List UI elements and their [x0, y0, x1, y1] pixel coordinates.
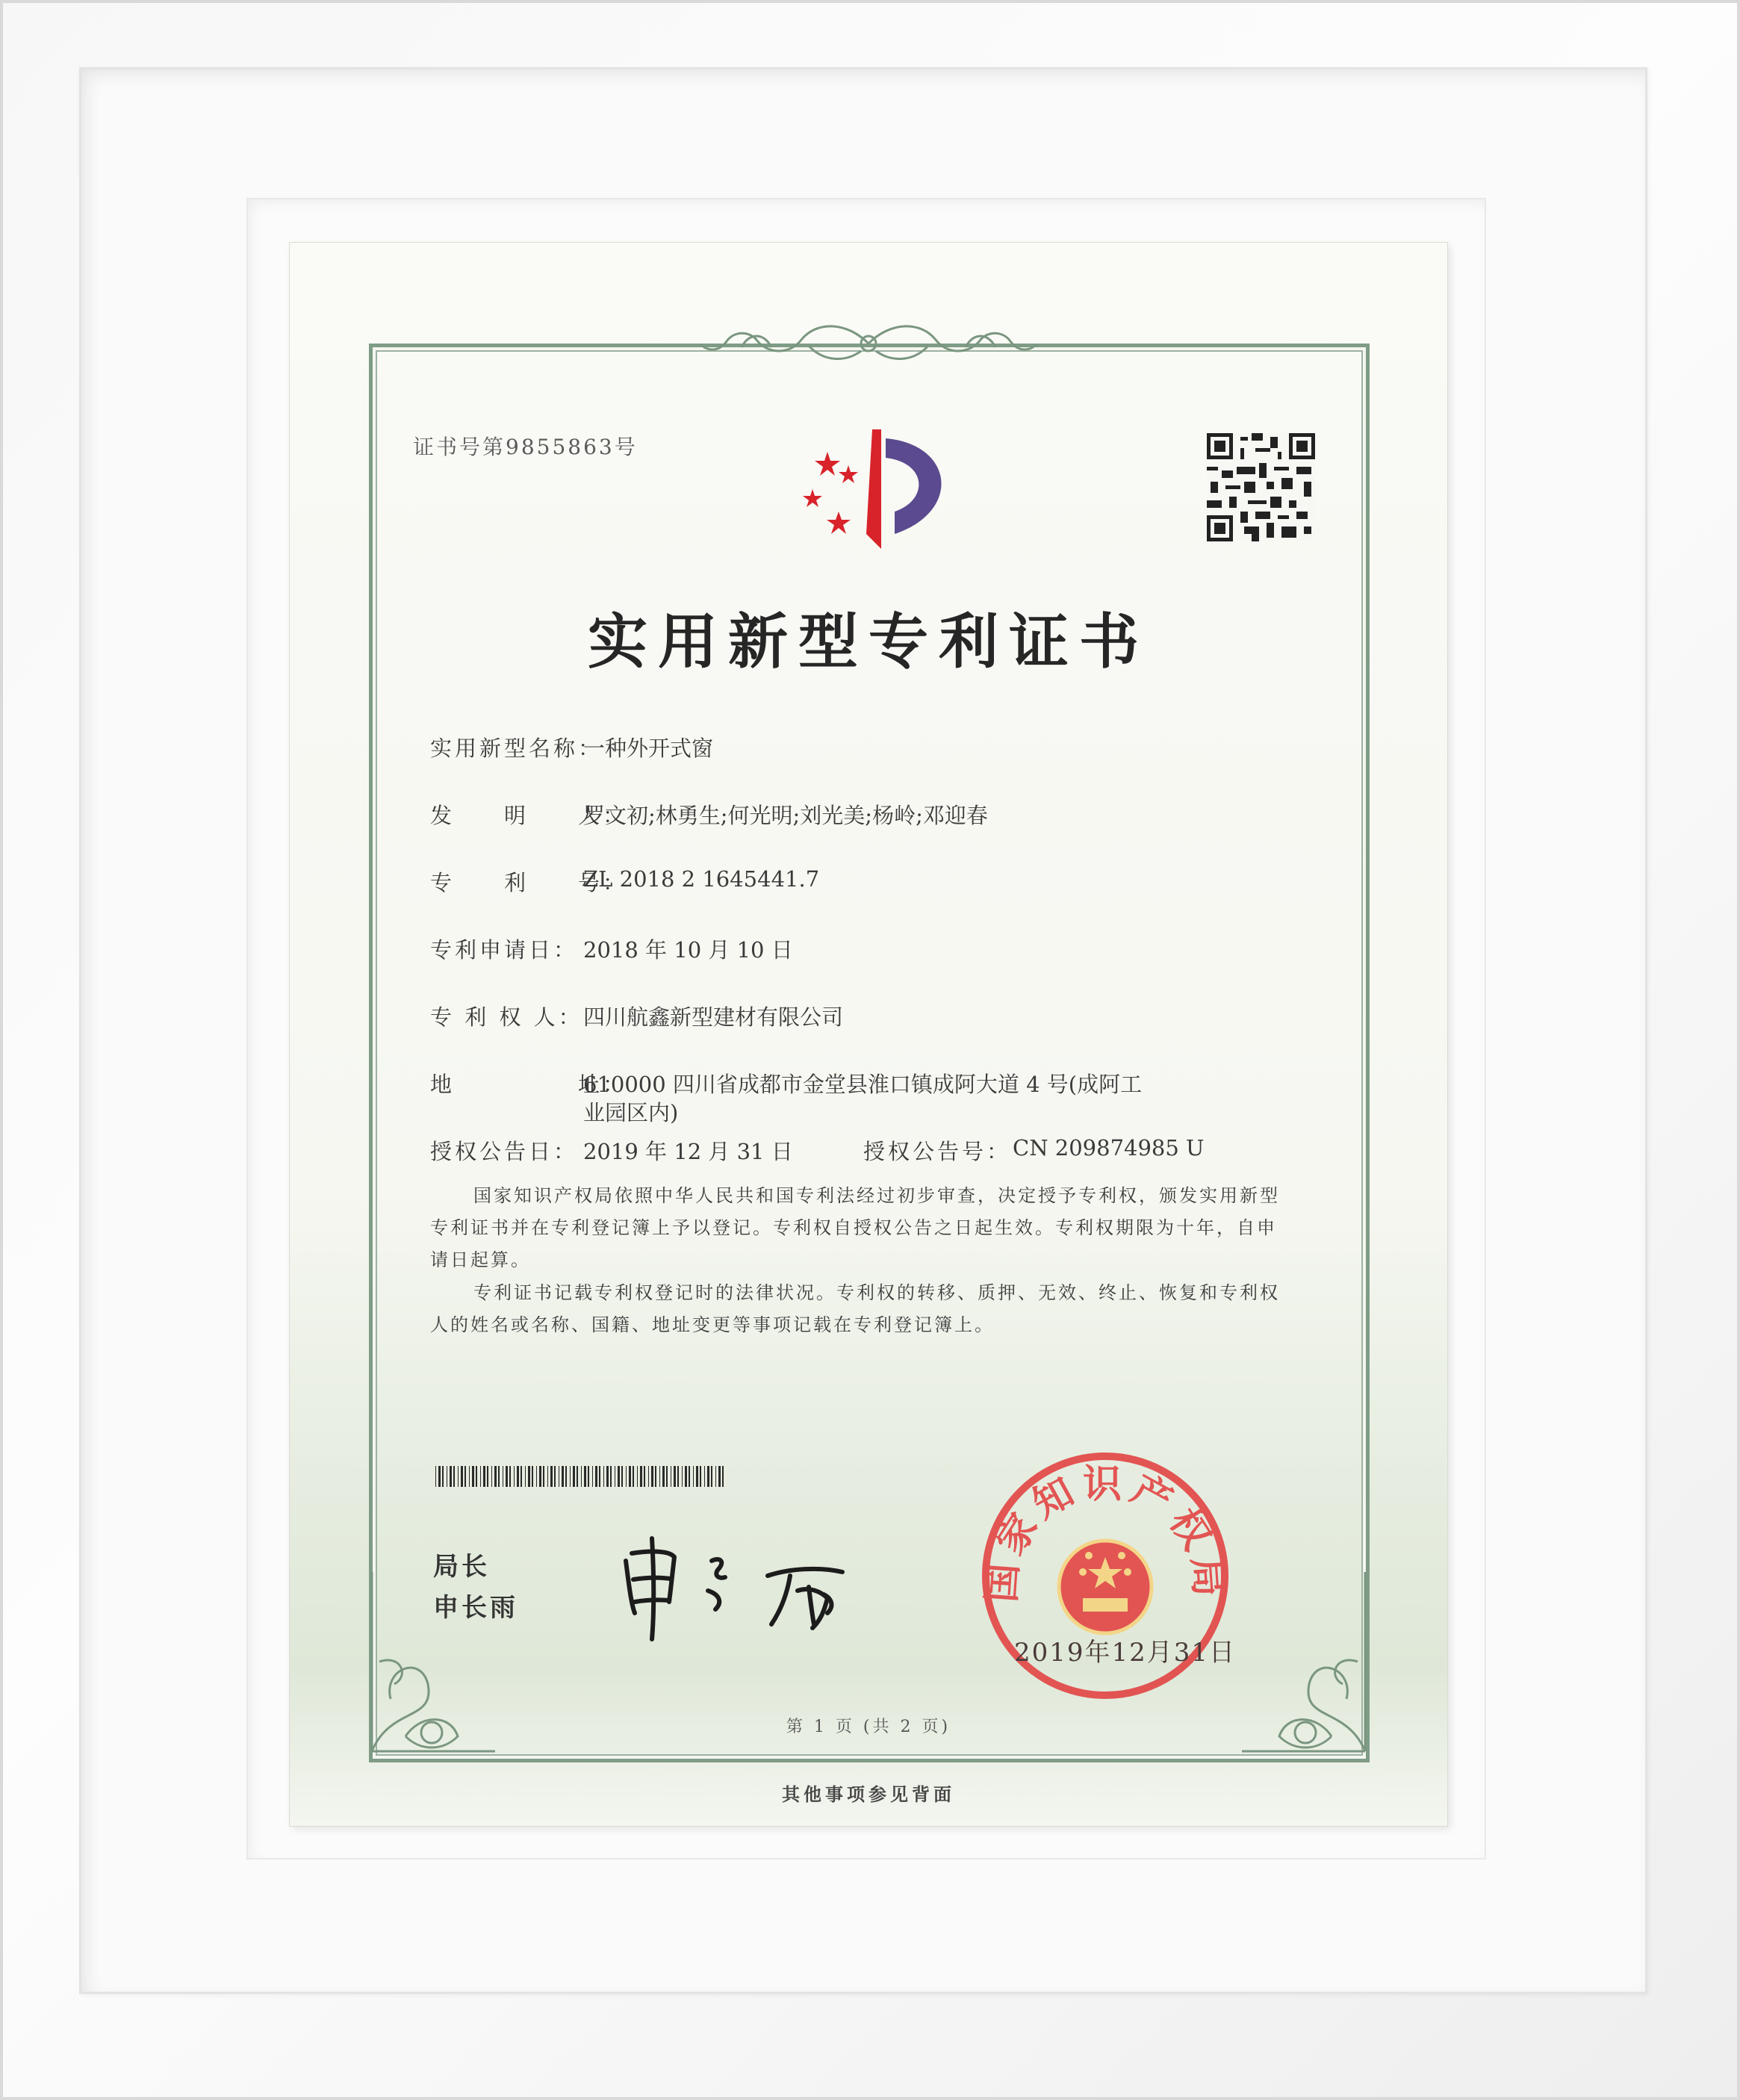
barcode-bar: [711, 1466, 712, 1487]
barcode-bar: [659, 1466, 660, 1487]
barcode-bar: [677, 1466, 679, 1487]
barcode-bar: [648, 1466, 649, 1487]
barcode-bar: [517, 1466, 519, 1487]
barcode-bar: [483, 1466, 485, 1487]
barcode-bar: [528, 1466, 530, 1487]
barcode-bar: [476, 1466, 477, 1487]
barcode-bar: [547, 1466, 548, 1487]
barcode-bar: [521, 1466, 522, 1487]
barcode-bar: [573, 1466, 575, 1487]
apply-date-label: 专利申请日：: [430, 937, 579, 963]
barcode-bar: [722, 1466, 724, 1487]
patent-no-label: 专 利 号：: [430, 870, 628, 895]
patent-no-value: ZL 2018 2 1645441.7: [583, 866, 820, 892]
barcode-bar: [655, 1466, 656, 1487]
seal-date: 2019年12月31日: [1014, 1638, 1237, 1668]
barcode-bar: [689, 1466, 690, 1487]
barcode-bar: [472, 1466, 474, 1487]
barcode-bar: [469, 1466, 470, 1487]
barcode-bar: [700, 1466, 701, 1487]
address-value-line2: 业园区内): [583, 1100, 679, 1125]
barcode-bar: [525, 1466, 526, 1487]
barcode-bar: [536, 1466, 537, 1487]
barcode-bar: [487, 1466, 488, 1487]
barcode-bar: [458, 1466, 459, 1487]
qr-code-icon: [1207, 433, 1315, 541]
barcode-bar: [621, 1466, 623, 1487]
barcode-bar: [662, 1466, 665, 1487]
barcode-bar: [581, 1466, 582, 1487]
apply-date-value: 2018 年 10 月 10 日: [583, 937, 793, 963]
back-note: 其他事项参见背面: [782, 1783, 955, 1805]
barcode-bar: [588, 1466, 589, 1487]
name-label: 实用新型名称：: [430, 736, 603, 761]
barcode-bar: [464, 1466, 466, 1487]
barcode-bar: [618, 1466, 620, 1487]
barcode-bar: [438, 1466, 441, 1487]
barcode-bar: [494, 1466, 497, 1487]
barcode-bar: [599, 1466, 600, 1487]
barcode-bar: [693, 1466, 694, 1487]
barcode-bar: [543, 1466, 544, 1487]
barcode-bar: [562, 1466, 564, 1487]
barcode-bar: [610, 1466, 612, 1487]
seal-text: 国家知识产权局: [978, 1461, 1232, 1604]
grant-no-label: 授权公告号：: [863, 1139, 1012, 1164]
grant-date-value: 2019 年 12 月 31 日: [583, 1139, 793, 1164]
address-label: 地 址：: [430, 1072, 628, 1097]
barcode-bar: [577, 1466, 578, 1487]
barcode-bar: [595, 1466, 597, 1487]
barcode-bar: [435, 1466, 436, 1487]
barcode-bar: [532, 1466, 533, 1487]
holder-label: 专 利 权 人：: [430, 1004, 583, 1030]
address-value-line1: 610000 四川省成都市金堂县淮口镇成阿大道 4 号(成阿工: [583, 1072, 1143, 1097]
barcode-bar: [685, 1466, 687, 1487]
patent-certificate: [290, 243, 1447, 1826]
barcode-bar: [629, 1466, 631, 1487]
barcode-bar: [461, 1466, 463, 1487]
grant-no-value: CN 209874985 U: [1013, 1135, 1205, 1161]
bottom-right-ornament-icon: [1227, 1572, 1376, 1766]
barcode-bar: [633, 1466, 634, 1487]
barcode-bar: [637, 1466, 638, 1487]
barcode-bar: [554, 1466, 556, 1487]
barcode-bar: [514, 1466, 515, 1487]
top-ornament-icon: [697, 317, 1040, 370]
inventor-label: 发 明 人：: [430, 803, 628, 828]
barcode-bar: [715, 1466, 716, 1487]
barcode-bar: [453, 1466, 455, 1487]
name-value: 一种外开式窗: [583, 736, 714, 761]
barcode-bar: [506, 1466, 508, 1487]
grant-date-label: 授权公告日：: [430, 1139, 579, 1164]
certificate-title: 实用新型专利证书: [588, 606, 1149, 677]
barcode-bar: [565, 1466, 567, 1487]
barcode-bar: [707, 1466, 709, 1487]
certificate-number: 证书号第9855863号: [413, 435, 638, 459]
barcode-bar: [480, 1466, 481, 1487]
barcode-bar: [696, 1466, 698, 1487]
barcode-bar: [570, 1466, 571, 1487]
barcode-bar: [539, 1466, 541, 1487]
director-name: 申长雨: [433, 1593, 518, 1623]
barcode-bar: [442, 1466, 444, 1487]
barcode-bar: [603, 1466, 604, 1487]
barcode-bar: [674, 1466, 676, 1487]
barcode-bar: [498, 1466, 500, 1487]
barcode-bar: [592, 1466, 593, 1487]
barcode-bar: [584, 1466, 586, 1487]
barcode-bar: [640, 1466, 642, 1487]
holder-value: 四川航鑫新型建材有限公司: [583, 1004, 844, 1030]
barcode-bar: [509, 1466, 511, 1487]
cnipa-logo-icon: [783, 422, 962, 556]
barcode-bar: [450, 1466, 452, 1487]
page-number: 第 1 页 (共 2 页): [786, 1718, 951, 1736]
barcode-bar: [491, 1466, 492, 1487]
barcode-bar: [651, 1466, 653, 1487]
notice-paragraph-2: 专利证书记载专利权登记时的法律状况。专利权的转移、质押、无效、终止、恢复和专利权人的姓名或名称、国籍、地址变更等事项记载在专利登记簿上。: [430, 1282, 1280, 1335]
barcode-bar: [682, 1466, 683, 1487]
barcode-bar: [606, 1466, 609, 1487]
director-signature-icon: [618, 1531, 872, 1643]
barcode-bar: [644, 1466, 645, 1487]
barcode-bar: [626, 1466, 627, 1487]
barcode-bar: [704, 1466, 705, 1487]
barcode-bar: [550, 1466, 553, 1487]
director-title: 局长: [433, 1552, 490, 1582]
notice-paragraph-1: 国家知识产权局依照中华人民共和国专利法经过初步审查，决定授予专利权，颁发实用新型专利证书并在专利登记簿上予以登记。专利权自授权公告之日起生效。专利权期限为十年，自申请日起算。: [430, 1185, 1280, 1270]
barcode-bar: [718, 1466, 721, 1487]
barcode-bar: [666, 1466, 668, 1487]
inventor-value: 罗文初;林勇生;何光明;刘光美;杨岭;邓迎春: [583, 803, 988, 828]
barcode-icon: [435, 1466, 727, 1487]
